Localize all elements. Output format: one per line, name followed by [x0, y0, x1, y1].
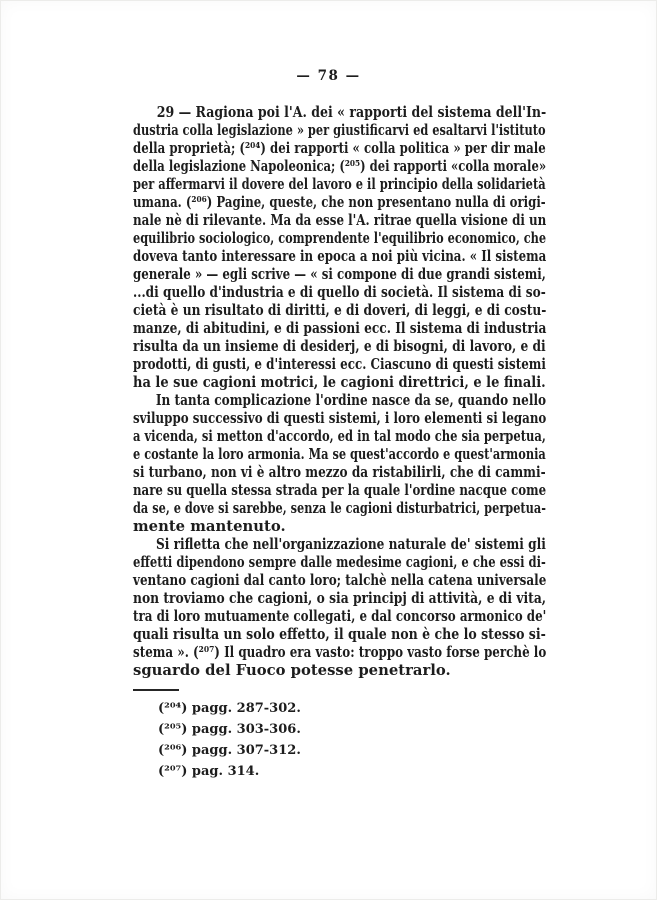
text-line: per affermarvi il dovere del lavoro e il principio della solidarietà [133, 176, 546, 193]
text-line: prodotti, di gusti, e d'interessi ecc. Ciascuno di questi sistemi [133, 356, 546, 373]
text-line: sguardo del Fuoco potesse penetrarlo. [133, 662, 451, 679]
text-line: ventano cagioni dal canto loro; talchè nella catena universale [133, 572, 547, 589]
text-line: dustria colla legislazione » per giustificarvi ed esaltarvi l'istituto [133, 122, 546, 139]
text-line: stema ». (²⁰⁷) Il quadro era vasto: troppo vasto forse perchè lo [133, 644, 547, 661]
text-line: tra di loro mutuamente collegati, e dal concorso armonico de' [133, 608, 547, 625]
text-line: cietà è un risultato di diritti, e di doveri, di leggi, e di costu- [133, 302, 547, 319]
text-line: In tanta complicazione l'ordine nasce da se, quando nello [155, 392, 547, 409]
text-line: non troviamo che cagioni, o sia principj di attività, e di vita, [133, 590, 547, 607]
footnote-item: (²⁰⁵) pagg. 303-306. [158, 722, 301, 737]
text-line: nale nè di rilevante. Ma da esse l'A. ritrae quella visione di un [133, 212, 547, 229]
text-line: ha le sue cagioni motrici, le cagioni direttrici, e le finali. [133, 374, 546, 391]
page-content [133, 104, 546, 782]
page-number: — 78 — [296, 68, 361, 84]
paragraph [133, 104, 546, 392]
text-line: 29 — Ragiona poi l'A. dei « rapporti del sistema dell'In- [156, 104, 547, 121]
text-line: a vicenda, si metton d'accordo, ed in tal modo che sia perpetua, [133, 428, 546, 445]
text-line: doveva tanto interessare in epoca a noi più vicina. « Il sistema [133, 248, 547, 265]
text-line: della proprietà; (²⁰⁴) dei rapporti « colla politica » per dir male [133, 140, 546, 157]
footnote-item: (²⁰⁷) pag. 314. [158, 764, 260, 779]
text-line: generale » — egli scrive — « si compone di due grandi sistemi, [133, 266, 546, 283]
text-line: ...di quello d'industria e di quello di società. Il sistema di so- [133, 284, 546, 301]
footnote-item: (²⁰⁴) pagg. 287-302. [158, 701, 301, 716]
text-line: mente mantenuto. [133, 518, 286, 535]
text-line: equilibrio sociologico, comprendente l'equilibrio economico, che [133, 230, 547, 247]
body-text [133, 104, 546, 680]
paragraph [133, 536, 546, 680]
text-line: manze, di abitudini, e di passioni ecc. Il sistema di industria [133, 320, 547, 337]
text-line: sviluppo successivo di questi sistemi, i loro elementi si legano [133, 410, 547, 427]
footnote-item: (²⁰⁶) pagg. 307-312. [158, 743, 301, 758]
text-line: della legislazione Napoleonica; (²⁰⁵) dei rapporti «colla morale» [133, 158, 547, 175]
footnote-list [133, 698, 546, 782]
text-line: quali risulta un solo effetto, il quale non è che lo stesso si- [133, 626, 546, 643]
text-line: Si rifletta che nell'organizzazione naturale de' sistemi gli [155, 536, 546, 553]
text-line: risulta da un insieme di desiderj, e di bisogni, di lavoro, e di [133, 338, 546, 355]
text-line: effetti dipendono sempre dalle medesime cagioni, e che essi di- [133, 554, 546, 571]
text-line: umana. (²⁰⁶) Pagine, queste, che non presentano nulla di origi- [133, 194, 546, 211]
paragraph [133, 392, 546, 536]
text-line: e costante la loro armonia. Ma se quest'accordo e quest'armonia [133, 446, 546, 463]
footnote-divider [133, 689, 179, 691]
text-line: da se, e dove si sarebbe, senza le cagioni disturbatrici, perpetua- [133, 500, 546, 517]
text-line: si turbano, non vi è altro mezzo da ristabilirli, che di cammi- [133, 464, 546, 481]
text-line: nare su quella stessa strada per la quale l'ordine nacque come [133, 482, 547, 499]
